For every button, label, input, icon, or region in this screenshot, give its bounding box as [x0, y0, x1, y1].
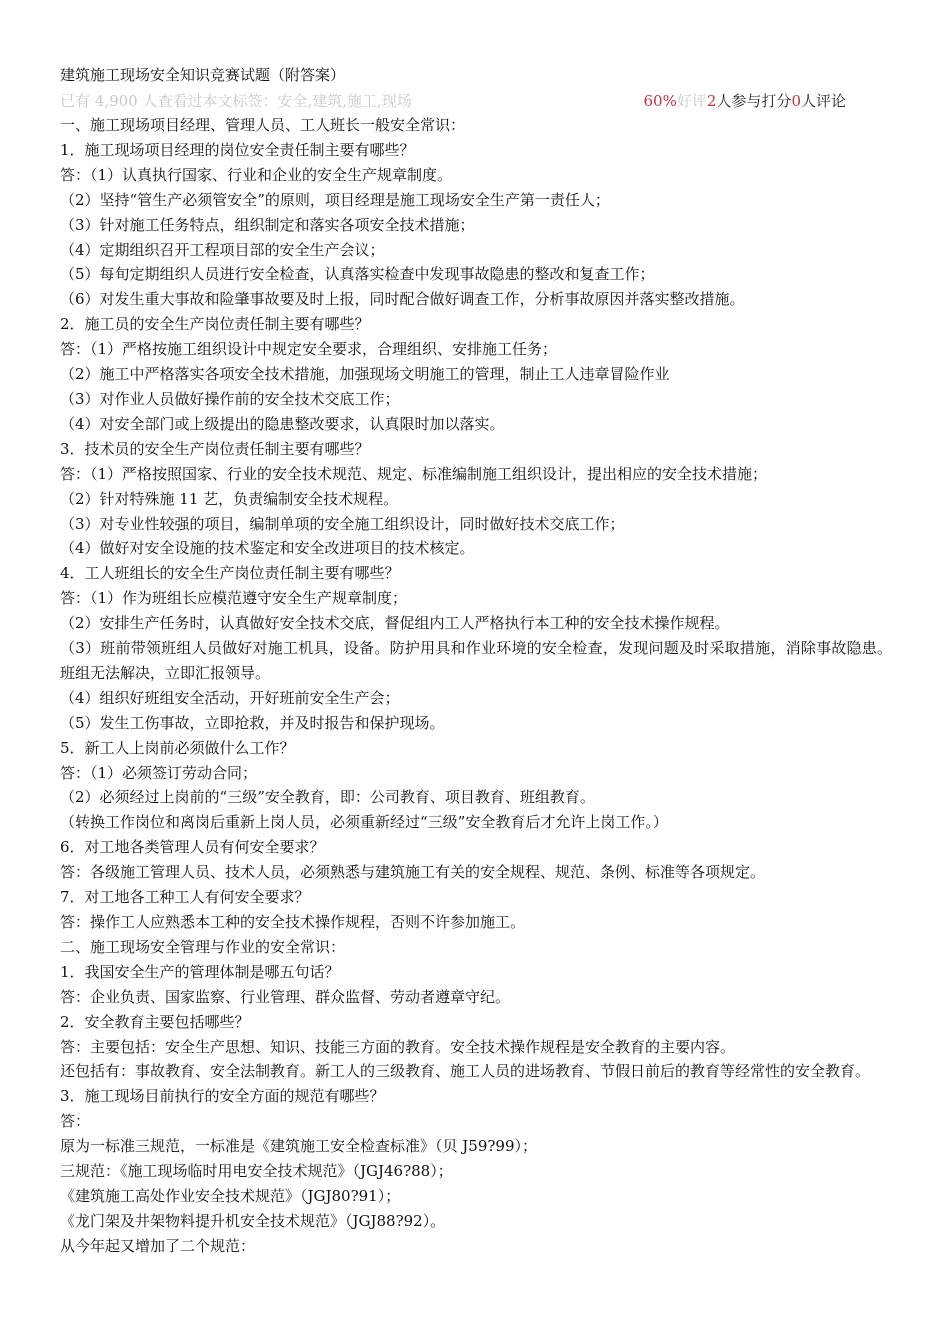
answer-paragraph: 还包括有：事故教育、安全法制教育。新工人的三级教育、施工人员的进场教育、节假日前后的教育等经常性的安全教育。	[60, 1062, 871, 1081]
answer-line: 答：主要包括：安全生产思想、知识、技能三方面的教育。安全技术操作规程是安全教育的主要内容。	[60, 1037, 736, 1056]
answer-line: （3）对专业性较强的项目，编制单项的安全施工组织设计，同时做好技术交底工作；	[60, 514, 625, 533]
question: 3．施工现场目前执行的安全方面的规范有哪些？	[60, 1087, 385, 1106]
document-title: 建筑施工现场安全知识竞赛试题（附答案）	[60, 66, 346, 84]
answer-line: 答：各级施工管理人员、技术人员，必须熟悉与建筑施工有关的安全规程、规范、条例、标准等各项规定。	[60, 863, 766, 882]
answer-line: 答：	[60, 1112, 91, 1131]
answer-line: 《龙门架及井架物料提升机安全技术规范》（JGJ88?92）。	[60, 1211, 446, 1230]
answer-line: （2）必须经过上岗前的“三级”安全教育，即：公司教育、项目教育、班组教育。	[60, 788, 595, 807]
answer-line: （2）施工中严格落实各项安全技术措施，加强现场文明施工的管理，制止工人违章冒险作业	[60, 365, 670, 384]
answer-line: 三规范：《施工现场临时用电安全技术规范》（JGJ46?88）；	[60, 1162, 453, 1181]
question: 1．施工现场项目经理的岗位安全责任制主要有哪些？	[60, 140, 415, 159]
answer-line: （4）组织好班组安全活动，开好班前安全生产会；	[60, 688, 400, 707]
answer-line: 《建筑施工高处作业安全技术规范》（JGJ80?91）；	[60, 1186, 401, 1205]
question: 2．安全教育主要包括哪些？	[60, 1012, 250, 1031]
question: 5．新工人上岗前必须做什么工作？	[60, 738, 295, 757]
answer-line: （5）每旬定期组织人员进行安全检查，认真落实检查中发现事故隐患的整改和复查工作；	[60, 265, 655, 284]
answer-line: （5）发生工伤事故，立即抢救，并及时报告和保护现场。	[60, 713, 445, 732]
answer-line: （3）对作业人员做好操作前的安全技术交底工作；	[60, 389, 400, 408]
answer-line: 答：（1）严格按施工组织设计中规定安全要求，合理组织、安排施工任务；	[60, 340, 558, 359]
section-heading: 二、施工现场安全管理与作业的安全常识：	[60, 937, 346, 956]
comments-count: 0	[791, 92, 801, 110]
answer-line: （2）针对特殊施 11 艺，负责编制安全技术规程。	[60, 489, 399, 508]
answer-line: （4）定期组织召开工程项目部的安全生产会议；	[60, 240, 385, 259]
answer-line: 答：（1）严格按照国家、行业的安全技术规范、规定、标准编制施工组织设计，提出相应的安全技术措施；	[60, 464, 768, 483]
question: 4．工人班组长的安全生产岗位责任制主要有哪些？	[60, 564, 400, 583]
answer-line: （3）针对施工任务特点，组织制定和落实各项安全技术措施；	[60, 215, 475, 234]
question: 2．施工员的安全生产岗位责任制主要有哪些？	[60, 315, 370, 334]
section-heading: 一、施工现场项目经理、管理人员、工人班长一般安全常识：	[60, 116, 466, 134]
question: 3．技术员的安全生产岗位责任制主要有哪些？	[60, 439, 370, 458]
answer-line: （6）对发生重大事故和险肇事故要及时上报，同时配合做好调查工作，分析事故原因并落实整改措施。	[60, 290, 745, 309]
answer-note: （转换工作岗位和离岗后重新上岗人员，必须重新经过“三级”安全教育后才允许上岗工作。）	[60, 813, 668, 832]
answer-line: 原为一标准三规范，一标准是《建筑施工安全检查标准》（贝 J59?99）；	[60, 1137, 538, 1156]
comments-label: 人评论	[800, 92, 846, 110]
answer-line: 答：（1）作为班组长应模范遵守安全生产规章制度；	[60, 589, 408, 608]
answer-paragraph: （3）班前带领班组人员做好对施工机具，设备。防护用具和作业环境的安全检查，发现问题及时采取措施，消除事故隐患。班组无法解决，立即汇报领导。	[60, 639, 892, 682]
raters-label: 人参与打分	[716, 92, 792, 110]
document-meta-bar	[60, 89, 890, 113]
answer-line: （4）对安全部门或上级提出的隐患整改要求，认真限时加以落实。	[60, 414, 505, 433]
answer-line: 答：（1）认真执行国家、行业和企业的安全生产规章制度。	[60, 165, 453, 184]
rating-label: 好评	[676, 92, 707, 110]
question: 1．我国安全生产的管理体制是哪五句话？	[60, 962, 340, 981]
raters-count: 2	[706, 92, 717, 110]
view-count-and-tags: 已有 4,900 人查看过本文标签：安全,建筑,施工,现场	[60, 92, 412, 110]
answer-line: 答：操作工人应熟悉本工种的安全技术操作规程，否则不许参加施工。	[60, 913, 526, 931]
answer-line: 答：（1）必须签订劳动合同；	[60, 763, 258, 782]
question: 7．对工地各工种工人有何安全要求？	[60, 888, 310, 907]
question: 6．对工地各类管理人员有何安全要求？	[60, 838, 325, 857]
document-body	[60, 113, 892, 1259]
rating-percent: 60%	[643, 92, 677, 110]
answer-line: （2）安排生产任务时，认真做好安全技术交底，督促组内工人严格执行本工种的安全技术操作规程。	[60, 614, 730, 633]
answer-line: （4）做好对安全设施的技术鉴定和安全改进项目的技术核定。	[60, 539, 475, 558]
answer-line: 从今年起又增加了二个规范：	[60, 1236, 256, 1255]
answer-line: （2）坚持“管生产必须管安全”的原则，项目经理是施工现场安全生产第一责任人；	[60, 190, 610, 209]
rating-summary	[644, 89, 846, 113]
answer-line: 答：企业负责、国家监察、行业管理、群众监督、劳动者遵章守纪。	[60, 987, 511, 1006]
